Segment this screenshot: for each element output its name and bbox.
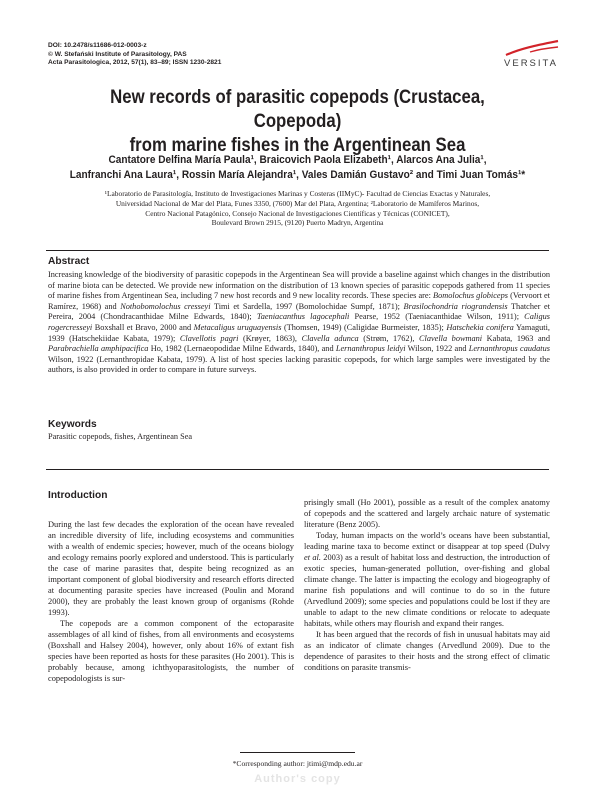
title-line-1: New records of parasitic copepods (Crustacea, Copepoda): [110, 86, 485, 132]
species-name: Hatschekia conifera: [446, 322, 514, 332]
species-name: Clavellotis pagri: [179, 333, 239, 343]
paragraph: During the last few decades the exploration of the ocean have revealed an incredible diversity of life, including ecosystems and communities with a wealth of endemic species; however, much of the oceans biology and ecology remains poorly explored and understood. This is particularly the case of marine parasites that, despite being recognized as an important component of global biodiversity and research efforts directed at documenting parasite species have increased (Poulin and Morand 2000), they are probably the least known group of organisms (Rohde 1993).: [48, 520, 294, 617]
introduction-heading: Introduction: [48, 490, 108, 501]
divider: [46, 250, 549, 251]
affiliation-line: Centro Nacional Patagónico, Consejo Nacional de Investigaciones Científicas y Técnicas (CONICET),: [145, 208, 450, 218]
keywords-text: Parasitic copepods, fishes, Argentinean Sea: [48, 432, 193, 441]
affiliation-line: Universidad Nacional de Mar del Plata, Funes 3350, (7600) Mar del Plata, Argentina; ²Laboratorio de Mamíferos Marinos,: [115, 198, 480, 208]
paragraph: Today, human impacts on the world’s oceans have been substantial, leading marine taxa to become extinct or disappear at top speed (Dulvy et al. 2003) as a result of habitat loss and destruction, the introduction of exotic species, human-generated pollution, over-fishing and global climate change. The latter is impacting the ecology and biogeography of marine fish populations and will continue to do so in the future (Arvedlund 2009); some species and populations could be lost if they are unable to adapt to the new climate conditions or relocate to adequate habitats, while others may flourish and expand their ranges.: [304, 531, 551, 628]
versita-logo: [500, 38, 562, 70]
divider: [46, 469, 549, 470]
author-list: [57, 153, 539, 183]
authors-copy-watermark: Author's copy: [254, 773, 341, 785]
species-name: Lernanthropus caudatus: [468, 344, 550, 354]
copyright-line: © W. Stefański Institute of Parasitology, PAS: [48, 50, 187, 58]
species-name: Caligus rogercresseyi: [48, 312, 550, 332]
doi-line: DOI: 10.2478/s11686-012-0003-z: [48, 42, 147, 49]
species-name: Taeniacanthus lagocephali: [256, 312, 350, 322]
paragraph: It has been argued that the records of fish in unusual habitats may aid as an indicator of climate changes (Arvedlund 2009). Due to the dependence of parasites to their hosts and the strong effect of climatic conditions on parasite transmis-: [304, 630, 550, 672]
intro-column-left: [48, 519, 294, 684]
abstract-text: Increasing knowledge of the biodiversity of parasitic copepods in the Argentinean Sea will provide a baseline against which changes in the distribution of marine biota can be detected. We provide new information on the distribution of 13 known species of parasitic copepods gathered from 11 species of marine fishes from Argentinean Sea, including 7 new host records and 9 new locality records. These species are: Bomolochus globiceps (Vervoort et Ramírez, 1968) and Nothobomolochus cresseyi Timi et Sardella, 1997 (Bomolochidae Sumpf, 1871); Brasilochondria riograndensis Thatcher et Pereira, 2004 (Chondracanthidae Milne Edwards, 1840); Taeniacanthus lagocephali Pearse, 1952 (Taeniacanthidae Wilson, 1911); Caligus rogercresseyi Boxshall et Bravo, 2000 and Metacaligus uruguayensis (Thomsen, 1949) (Caligidae Burmeister, 1835); Hatschekia conifera Yamaguti, 1939 (Hatschekiidae Kabata, 1979); Clavellotis pagri (Krøyer, 1863), Clavella adunca (Strøm, 1762), Clavella bowmani Kabata, 1963 and Parabrachiella amphipacifica Ho, 1982 (Lernaeopodidae Milne Edwards, 1840), and Lernanthropus leidyi Wilson, 1922 and Lernanthropus caudatus Wilson, 1922 (Lernanthropidae Kabata, 1979). A list of host species lacking parasitic copepods, for which large samples were investigated by the authors, is also provided in order to compare in future surveys.: [48, 270, 551, 375]
publisher-name: VERSITA: [504, 58, 558, 69]
species-name: Metacaligus uruguayensis: [193, 322, 282, 332]
authors-line-1: Cantatore Delfina María Paula¹, Braicovich Paola Elizabeth¹, Alarcos Ana Julia¹,: [108, 154, 487, 166]
species-name: Bomolochus globiceps: [433, 291, 508, 301]
swoosh-icon: [500, 38, 562, 58]
keywords-heading: Keywords: [48, 419, 97, 430]
title-line-2: from marine fishes in the Argentinean Sea: [129, 134, 466, 156]
paragraph: The copepods are a common component of the ectoparasite assemblages of all kind of fishes, from all environments and ecosystems (Boxshall and Halsey 2004), however, only about 16% of extant fish species have been reported as hosts for these parasites (Ho 2001). This is probably because, among ichthyoparasitologists, the number of copepodologists is sur-: [48, 619, 294, 683]
intro-column-right: [304, 497, 550, 673]
abstract-heading: Abstract: [48, 256, 90, 267]
journal-header: [48, 42, 221, 68]
species-name: Clavella bowmani: [418, 333, 483, 343]
affiliation-line: ¹Laboratorio de Parasitología, Instituto de Investigaciones Marinas y Costeras (IIMyC)- Facultad de Ciencias Exactas y Naturales,: [104, 189, 491, 198]
authors-line-2: Lanfranchi Ana Laura¹, Rossin María Alejandra¹, Vales Damián Gustavo² and Timi Juan Tomás¹*: [69, 169, 526, 181]
journal-line: Acta Parasitologica, 2012, 57(1), 83–89; ISSN 1230-2821: [48, 59, 222, 67]
footnote-divider: [240, 752, 355, 753]
species-name: Lernanthropus leidyi: [335, 344, 406, 354]
species-name: Brasilochondria riograndensis: [403, 301, 508, 311]
paragraph: prisingly small (Ho 2001), possible as a result of the complex anatomy of copepods and the scattered and largely archaic nature of systematic literature (Benz 2005).: [304, 498, 550, 529]
species-name: Clavella adunca: [301, 333, 359, 343]
species-name: Parabrachiella amphipacifica: [48, 344, 149, 354]
species-name: Nothobomolochus cresseyi: [120, 301, 211, 311]
corresponding-author: *Corresponding author: jtimi@mdp.edu.ar: [232, 759, 363, 768]
article-title: [67, 85, 527, 157]
affiliations: [30, 189, 565, 228]
affiliation-line: Boulevard Brown 2915, (9120) Puerto Madryn, Argentina: [211, 218, 384, 228]
